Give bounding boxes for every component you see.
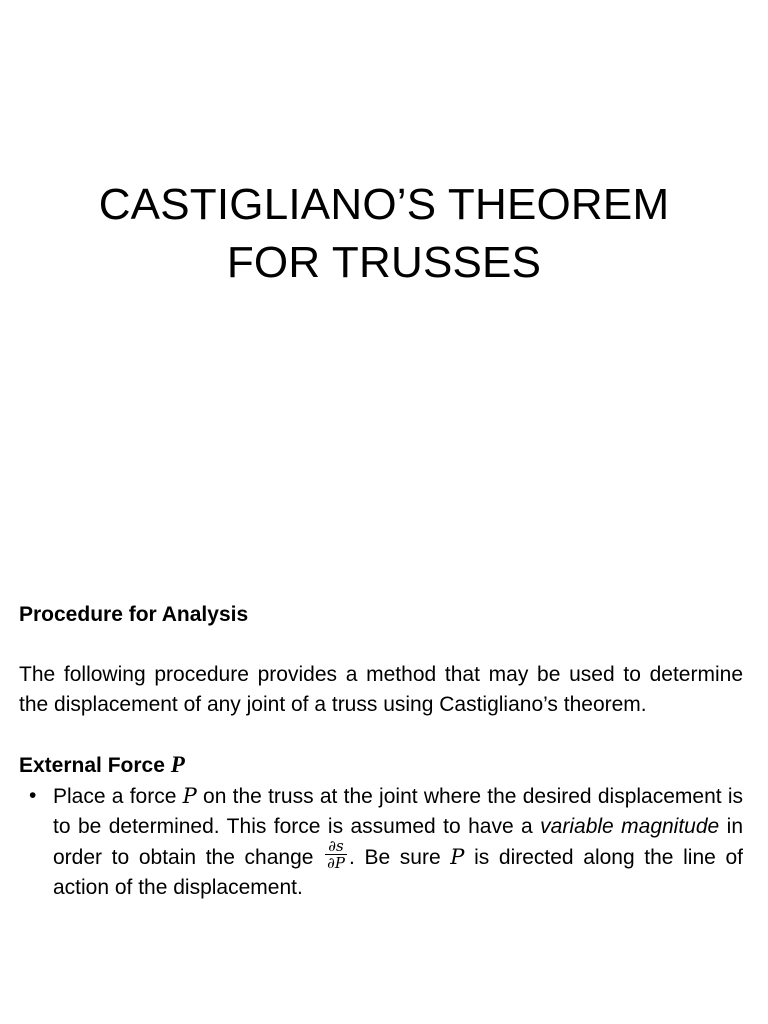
procedure-heading: Procedure for Analysis xyxy=(19,603,249,626)
content-section xyxy=(19,600,743,903)
force-var-1: P xyxy=(182,784,197,808)
force-symbol: P xyxy=(170,752,185,777)
list-item xyxy=(19,781,743,903)
bullet-text-3: in order to obtain the change xyxy=(53,815,743,869)
bullet-text-4: . Be sure xyxy=(348,846,451,869)
spacer xyxy=(19,720,743,750)
intro-paragraph: The following procedure provides a method that may be used to determine the displacement of any joint of a truss using Castigliano’s theorem. xyxy=(19,663,743,716)
bullet-list xyxy=(19,781,743,903)
partial-derivative-fraction xyxy=(325,838,347,871)
title-line-2: FOR TRUSSES xyxy=(226,238,542,287)
spacer xyxy=(19,630,743,660)
bullet-text-2: on the truss at the joint where the desired displacement is to be determined. This force is assumed to have a xyxy=(53,785,743,838)
fraction-numerator: ∂s xyxy=(325,838,347,855)
fraction-denominator: ∂P xyxy=(327,853,345,872)
external-force-heading-text: External Force xyxy=(19,754,171,777)
bullet-icon: • xyxy=(29,784,37,807)
force-var-2: P xyxy=(450,845,465,869)
title-line-1: CASTIGLIANO’S THEOREM xyxy=(98,180,670,229)
bullet-text-1: Place a force xyxy=(53,785,183,808)
external-force-heading xyxy=(19,750,743,781)
bullet-text-5: is directed along the line of action of the displacement. xyxy=(53,846,743,899)
variable-magnitude-emphasis: variable magnitude xyxy=(540,815,720,838)
page-title xyxy=(0,176,768,292)
